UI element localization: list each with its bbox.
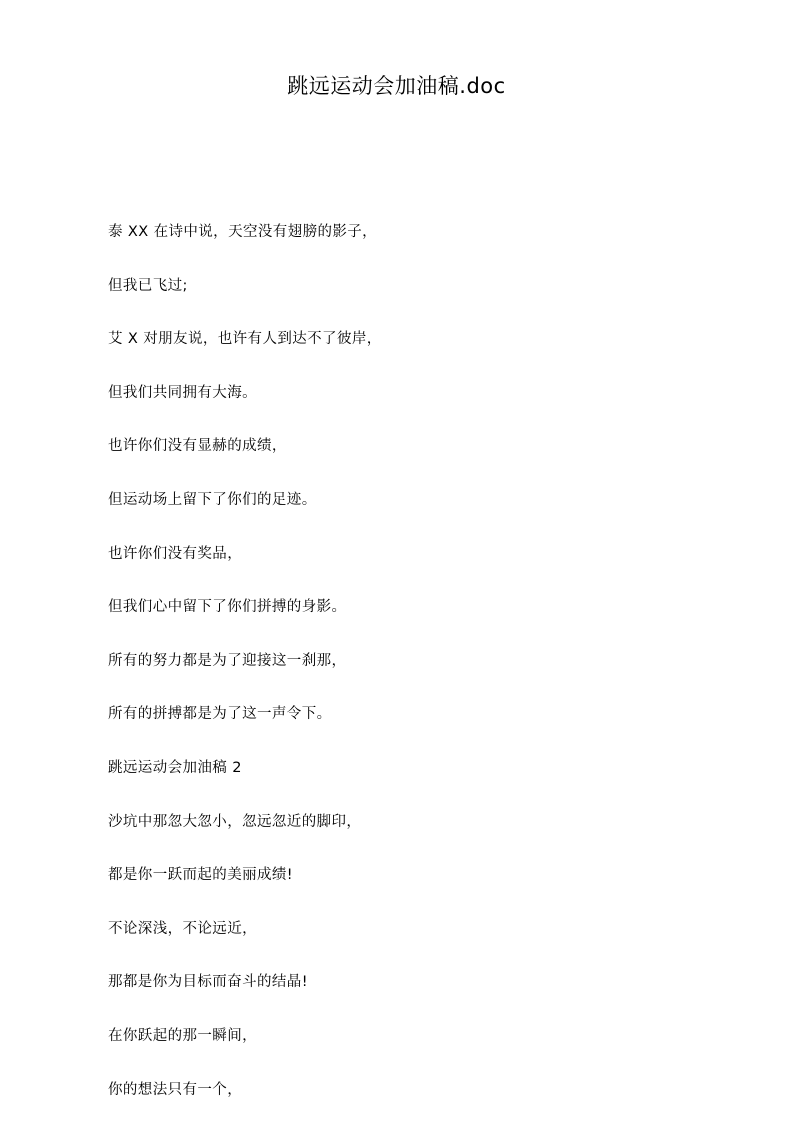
body-line: 也许你们没有奖品， xyxy=(108,542,728,596)
body-line: 艾 X 对朋友说，也许有人到达不了彼岸， xyxy=(108,327,728,381)
body-line: 不论深浅，不论远近， xyxy=(108,917,728,971)
body-line: 但我们共同拥有大海。 xyxy=(108,381,728,435)
body-line: 但我已飞过; xyxy=(108,274,728,328)
document-title: 跳远运动会加油稿.doc xyxy=(0,70,793,102)
body-line: 但我们心中留下了你们拼搏的身影。 xyxy=(108,595,728,649)
body-line: 所有的拼搏都是为了这一声令下。 xyxy=(108,702,728,756)
body-line: 在你跃起的那一瞬间， xyxy=(108,1024,728,1078)
body-line: 你的想法只有一个， xyxy=(108,1078,728,1131)
document-body xyxy=(108,220,728,1131)
body-line: 所有的努力都是为了迎接这一刹那， xyxy=(108,649,728,703)
body-line: 但运动场上留下了你们的足迹。 xyxy=(108,488,728,542)
body-line: 都是你一跃而起的美丽成绩! xyxy=(108,863,728,917)
body-line: 也许你们没有显赫的成绩， xyxy=(108,434,728,488)
body-line: 沙坑中那忽大忽小，忽远忽近的脚印， xyxy=(108,810,728,864)
section-heading: 跳远运动会加油稿 2 xyxy=(108,756,728,810)
body-line: 泰 XX 在诗中说，天空没有翅膀的影子， xyxy=(108,220,728,274)
body-line: 那都是你为目标而奋斗的结晶! xyxy=(108,970,728,1024)
